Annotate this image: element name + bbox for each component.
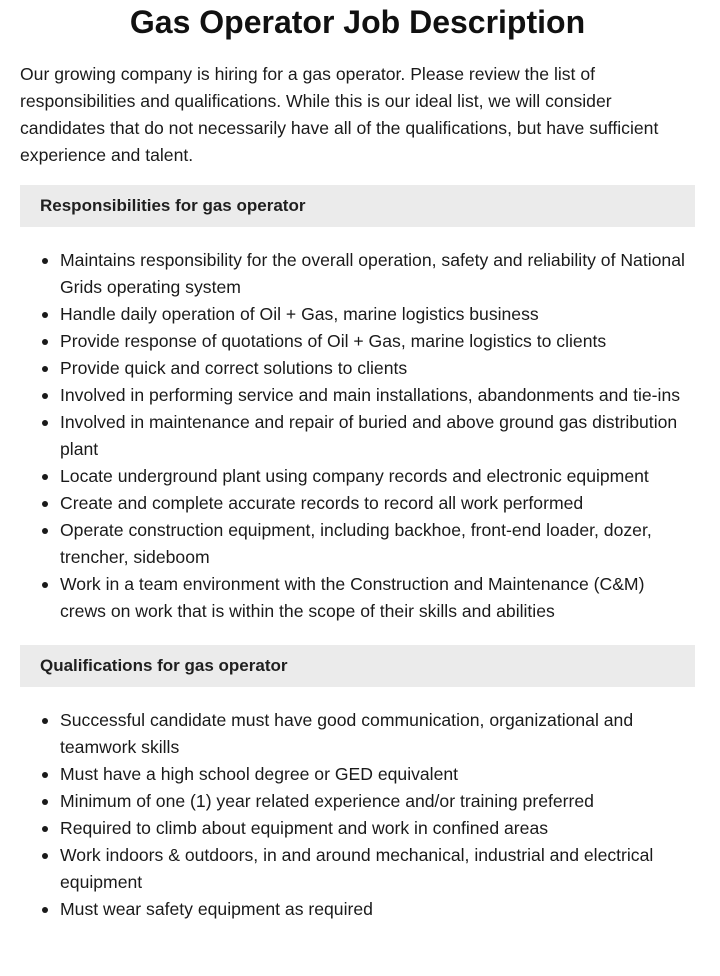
list-item-text: Maintains responsibility for the overall operation, safety and reliability of National Grids operating system [60,250,685,297]
list-item [60,707,695,761]
qualifications-list [20,707,695,923]
bullet-icon [42,339,48,345]
list-item [60,571,695,625]
bullet-icon [42,366,48,372]
list-item-text: Create and complete accurate records to record all work performed [60,493,584,513]
list-item-text: Successful candidate must have good communication, organizational and teamwork skills [60,710,634,757]
list-item [60,301,695,328]
list-item [60,896,695,923]
bullet-icon [42,528,48,534]
bullet-icon [42,772,48,778]
qualifications-heading: Qualifications for gas operator [20,645,695,687]
bullet-icon [42,258,48,264]
list-item [60,409,695,463]
responsibilities-list [20,247,695,625]
bullet-icon [42,474,48,480]
bullet-icon [42,718,48,724]
bullet-icon [42,799,48,805]
list-item-text: Work indoors & outdoors, in and around mechanical, industrial and electrical equipment [60,845,654,892]
bullet-icon [42,393,48,399]
list-item [60,761,695,788]
list-item [60,463,695,490]
bullet-icon [42,826,48,832]
list-item-text: Minimum of one (1) year related experience and/or training preferred [60,791,594,811]
list-item [60,247,695,301]
list-item [60,490,695,517]
list-item-text: Required to climb about equipment and work in confined areas [60,818,549,838]
list-item [60,788,695,815]
list-item [60,815,695,842]
list-item-text: Involved in performing service and main installations, abandonments and tie-ins [60,385,681,405]
list-item [60,382,695,409]
list-item-text: Provide response of quotations of Oil + Gas, marine logistics to clients [60,331,607,351]
list-item-text: Must have a high school degree or GED equivalent [60,764,459,784]
list-item-text: Work in a team environment with the Construction and Maintenance (C&M) crews on work that is within the scope of their skills and abilities [60,574,645,621]
bullet-icon [42,420,48,426]
list-item-text: Operate construction equipment, including backhoe, front-end loader, dozer, trencher, sideboom [60,520,652,567]
list-item-text: Must wear safety equipment as required [60,899,373,919]
bullet-icon [42,501,48,507]
bullet-icon [42,907,48,913]
list-item [60,328,695,355]
list-item-text: Involved in maintenance and repair of buried and above ground gas distribution plant [60,412,678,459]
list-item [60,842,695,896]
list-item-text: Provide quick and correct solutions to clients [60,358,408,378]
list-item [60,517,695,571]
list-item-text: Locate underground plant using company records and electronic equipment [60,466,649,486]
bullet-icon [42,582,48,588]
responsibilities-heading: Responsibilities for gas operator [20,185,695,227]
page-title: Gas Operator Job Description [129,4,586,40]
list-item [60,355,695,382]
bullet-icon [42,853,48,859]
list-item-text: Handle daily operation of Oil + Gas, marine logistics business [60,304,539,324]
bullet-icon [42,312,48,318]
intro-paragraph: Our growing company is hiring for a gas operator. Please review the list of responsibilities and qualifications. While this is our ideal list, we will consider candidates that do not necessarily have all of the qualifications, but have sufficient experience and talent. [20,64,659,165]
